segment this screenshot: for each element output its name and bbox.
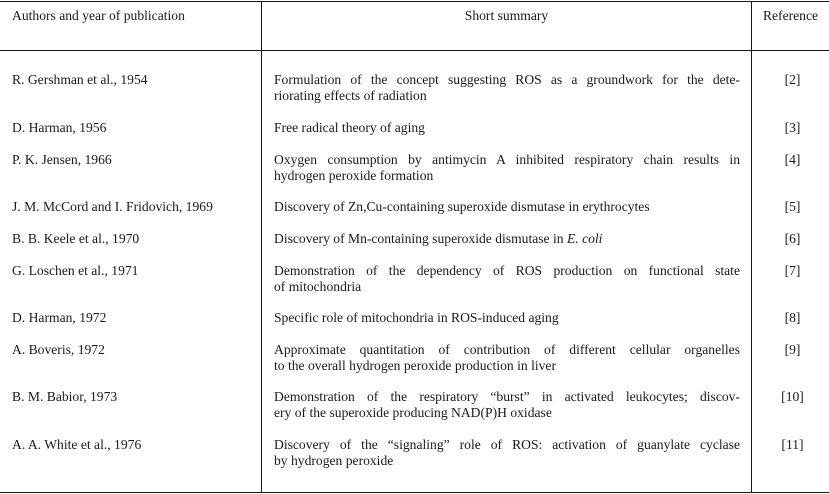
summary-line: Specific role of mitochondria in ROS-induced aging	[274, 310, 559, 325]
row-author: G. Loschen et al., 1971	[12, 263, 139, 278]
summary-italic-organism: E. coli	[566, 231, 603, 246]
summary-line: hydrogen peroxide formation	[274, 168, 434, 183]
summary-line: ery of the superoxide producing NAD(P)H oxidase	[274, 405, 552, 420]
row-author: R. Gershman et al., 1954	[12, 72, 148, 87]
row-author: P. K. Jensen, 1966	[12, 152, 112, 167]
row-summary	[274, 152, 740, 184]
table-top-rule	[0, 1, 829, 2]
row-author: A. A. White et al., 1976	[12, 437, 142, 452]
summary-line: Formulation of the concept suggesting ROS as a groundwork for the dete-	[274, 72, 740, 87]
row-reference: [4]	[784, 152, 801, 167]
row-reference: [7]	[784, 263, 801, 278]
table-header-rule	[0, 50, 829, 51]
row-reference: [2]	[784, 72, 801, 87]
header-reference: Reference	[762, 8, 819, 23]
summary-line: Approximate quantitation of contribution of different cellular organelles	[274, 342, 740, 357]
summary-line: Demonstration of the respiratory “burst” in activated leukocytes; discov-	[274, 389, 740, 404]
row-author: B. M. Babior, 1973	[12, 389, 118, 404]
row-summary	[274, 437, 740, 469]
row-reference: [5]	[784, 199, 801, 214]
table-bottom-rule	[0, 492, 829, 493]
row-author: J. M. McCord and I. Fridovich, 1969	[12, 199, 213, 214]
row-summary	[274, 231, 740, 247]
row-author: D. Harman, 1972	[12, 310, 107, 325]
row-summary	[274, 342, 740, 374]
row-summary	[274, 389, 740, 421]
summary-line: to the overall hydrogen peroxide production in liver	[274, 358, 556, 373]
row-reference: [9]	[784, 342, 801, 357]
summary-line: Discovery of Zn,Cu-containing superoxide dismutase in erythrocytes	[274, 199, 650, 214]
row-summary	[274, 263, 740, 295]
row-summary	[274, 120, 740, 136]
row-author: A. Boveris, 1972	[12, 342, 105, 357]
summary-text: Discovery of Mn-containing superoxide dismutase in	[274, 231, 567, 246]
row-summary	[274, 199, 740, 215]
summary-line: Oxygen consumption by antimycin A inhibited respiratory chain results in	[274, 152, 740, 167]
header-authors: Authors and year of publication	[12, 8, 185, 23]
summary-line: Free radical theory of aging	[274, 120, 425, 135]
row-summary	[274, 72, 740, 104]
row-author: B. B. Keele et al., 1970	[12, 231, 140, 246]
summary-line: Discovery of the “signaling” role of ROS: activation of guanylate cyclase	[274, 437, 740, 452]
row-author: D. Harman, 1956	[12, 120, 107, 135]
summary-line: riorating effects of radiation	[274, 88, 427, 103]
summary-line: of mitochondria	[274, 279, 362, 294]
row-reference: [8]	[784, 310, 801, 325]
row-reference: [6]	[784, 231, 801, 246]
header-summary: Short summary	[464, 8, 549, 23]
row-reference: [3]	[784, 120, 801, 135]
row-summary	[274, 310, 740, 326]
column-divider-1	[261, 1, 262, 493]
summary-line: Demonstration of the dependency of ROS production on functional state	[274, 263, 740, 278]
row-reference: [11]	[781, 437, 804, 452]
summary-line: by hydrogen peroxide	[274, 453, 394, 468]
summary-line	[274, 231, 740, 247]
row-reference: [10]	[781, 389, 804, 404]
